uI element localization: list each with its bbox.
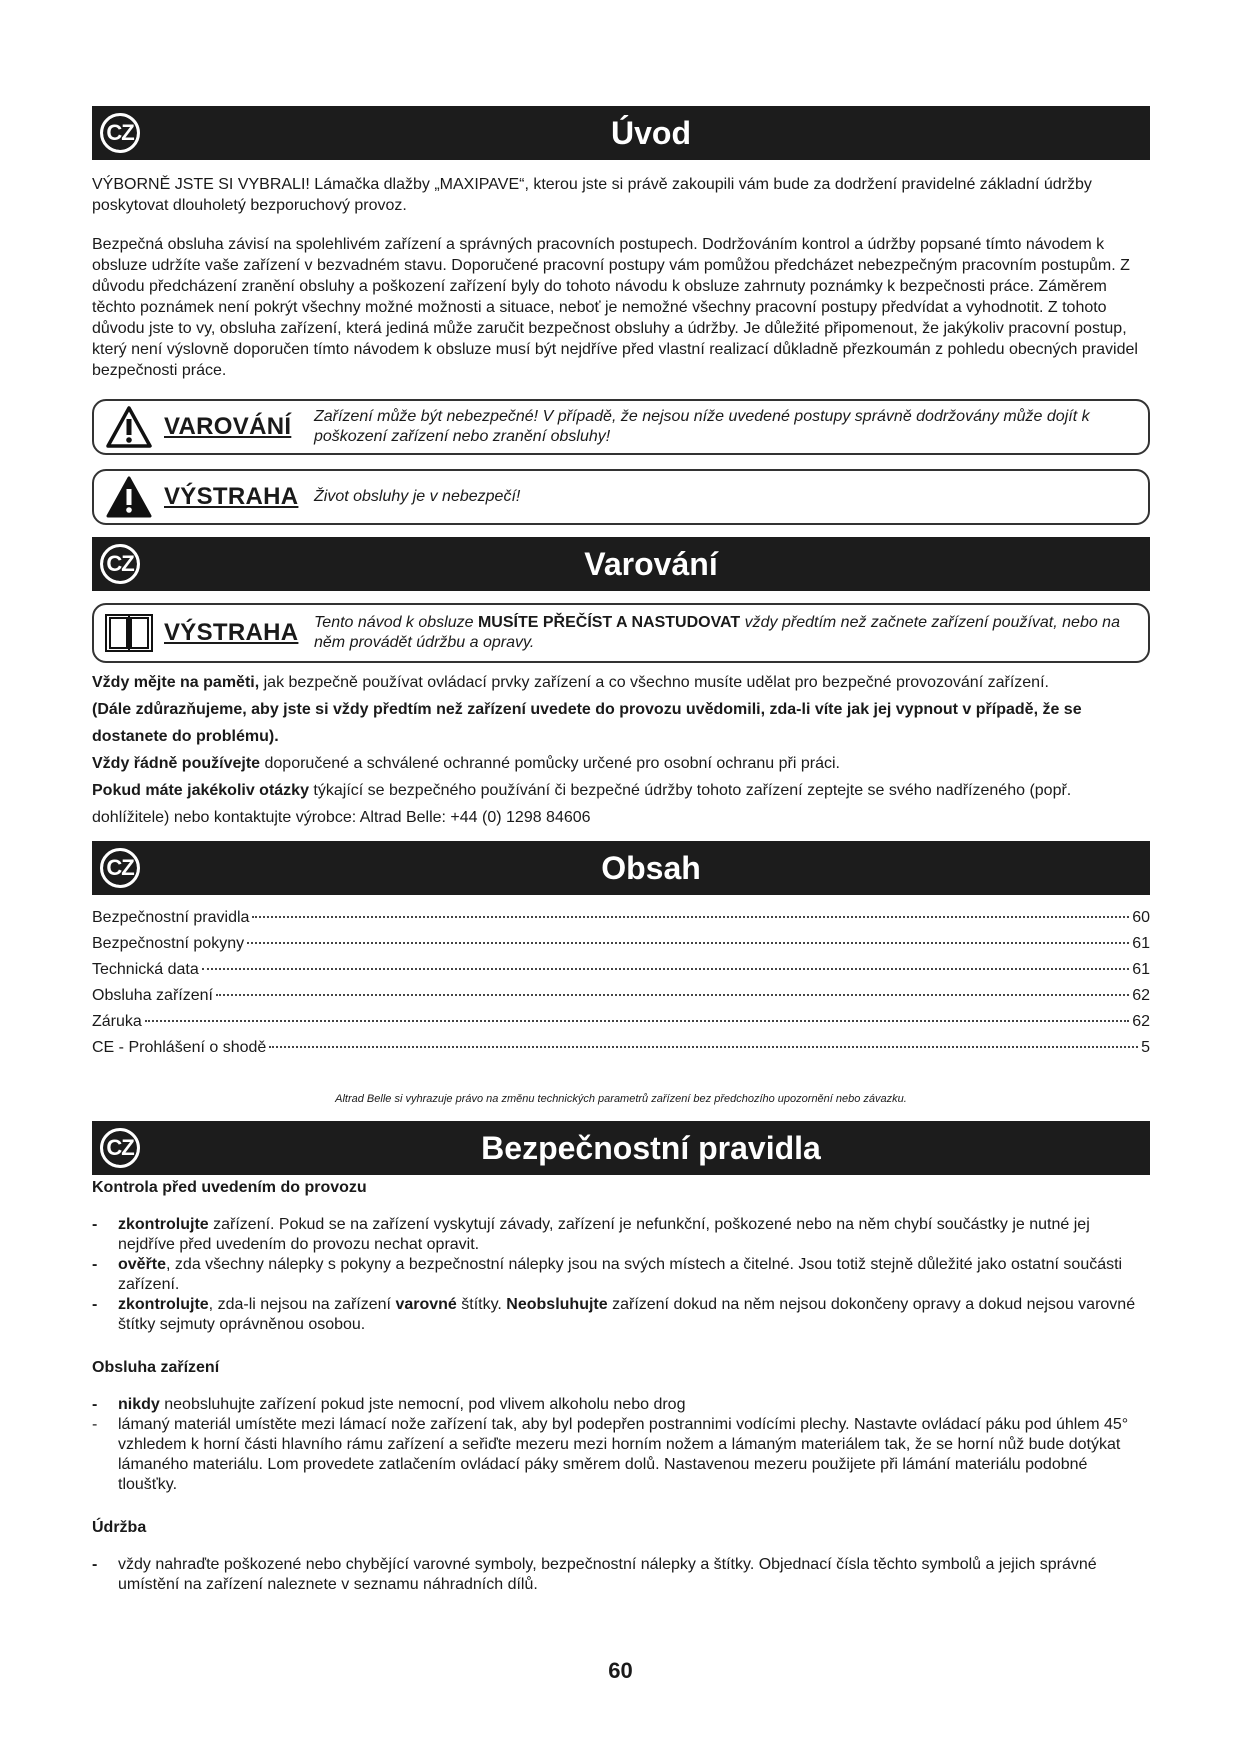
list-item: - ověřte, zda všechny nálepky s pokyny a bezpečnostní nálepky jsou na svých místech a čitelné. Jsou totiž stejně důležité jako ostatní součásti zařízení. [92,1256,1123,1293]
reminder-4: Pokud máte jakékoliv otázky týkající se bezpečného používání či bezpečné údržby tohoto zařízení zeptejte se svého nadřízeného (popř. dohlížitele) nebo kontaktujte výrobce: Altrad Belle: +44 (0) 1298 84606 [92,782,1072,826]
warning-text: Život obsluhy je v nebezpečí! [314,488,521,505]
warning-box-vystraha [92,469,1150,525]
warning-box-manual [92,603,1150,663]
intro-paragraph-1: VÝBORNĚ JSTE SI VYBRALI! Lámačka dlažby „MAXIPAVE“, kterou jste si právě zakoupili vám bude za dodržení pravidelné základní údržby poskytovat dlouholetý bezporuchový provoz. [92,176,1092,214]
cz-badge: CZ [100,544,140,584]
warning-text: Zařízení může být nebezpečné! V případě, že nejsou níže uvedené postupy správně dodržovány může dojít k poškození zařízení nebo zranění obsluhy! [314,408,1090,445]
warning-box-varovani [92,399,1150,455]
toc-item[interactable]: Technická data 61 [92,961,1150,978]
section-header-varovani [92,537,1150,591]
section-title: Varování [584,546,718,582]
subheading-udrzba: Údržba [92,1519,147,1536]
section-header-obsah [92,841,1150,895]
section-header-uvod [92,106,1150,160]
warning-text: Tento návod k obsluze MUSÍTE PŘEČÍST A NASTUDOVAT vždy předtím než začnete zařízení používat, nebo na něm provádět údržbu a opravy. [314,614,1120,651]
section-title: Úvod [611,115,691,151]
safety-reminders [92,669,1150,831]
disclaimer: Altrad Belle si vyhrazuje právo na změnu technických parametrů zařízení bez předchozího upozornění nebo závazku. [335,1093,907,1105]
list-item: - zkontrolujte zařízení. Pokud se na zařízení vyskytují závady, zařízení je nefunkční, poškozené nebo na něm chybí součástky je nutné jej nejdříve před uvedením do provozu nechat opravit. [92,1216,1090,1253]
warning-label: VÝSTRAHA [164,619,299,646]
cz-badge: CZ [100,848,140,888]
page-number: 60 [608,1658,633,1683]
toc-item[interactable]: CE - Prohlášení o shodě 5 [92,1039,1150,1056]
reminder-1: Vždy mějte na paměti, jak bezpečně používat ovládací prvky zařízení a co všechno musíte udělat pro bezpečné provozování zařízení. [92,674,1049,691]
subheading-obsluha: Obsluha zařízení [92,1359,220,1376]
table-of-contents [92,909,1150,1065]
subheading-kontrola: Kontrola před uvedením do provozu [92,1179,367,1196]
toc-item[interactable]: Obsluha zařízení 62 [92,987,1150,1004]
list-item: - lámaný materiál umístěte mezi lámací nože zařízení tak, aby byl podepřen postrannimi vodícími plechy. Nastavte ovládací páku pod úhlem 45° vzhledem k horní části hlavního rámu zařízení a seřiďte mezeru mezi horním nožem a lámaným materiálem tak, že se horní nůž bude dotýkat lámaného materiálu. Lom provedete zatlačením ovládací páky směrem dolů. Nastavenou mezeru použijete při lámání materiálu podobné tloušťky. [92,1416,1129,1493]
cz-badge: CZ [100,113,140,153]
cz-badge: CZ [100,1128,140,1168]
list-item: - zkontrolujte, zda-li nejsou na zařízení varovné štítky. Neobsluhujte zařízení dokud na něm nejsou dokončeny opravy a dokud nejsou varovné štítky sejmuty oprávněnou osobou. [92,1296,1136,1333]
reminder-3: Vždy řádně používejte doporučené a schválené ochranné pomůcky určené pro osobní ochranu při práci. [92,755,840,772]
list-item: - nikdy neobsluhujte zařízení pokud jste nemocní, pod vlivem alkoholu nebo drog [92,1396,686,1413]
toc-item[interactable]: Bezpečnostní pravidla 60 [92,909,1150,926]
intro-paragraph-2: Bezpečná obsluha závisí na spolehlivém zařízení a správných pracovních postupech. Dodržováním kontrol a údržby popsané tímto návodem k obsluze udržíte vaše zařízení v bezvadném stavu. Doporučené pracovní postupy vám pomůžou předcházet nebezpečným pracovním postupům. Z důvodu předcházení zranění obsluhy a poškození zařízení byly do tohoto návodu k obsluze zahrnuty poznámky k bezpečnosti práce. Záměrem těchto poznámek není pokrýt všechny možné možnosti a situace, neboť je nemožné všechny pracovní postupy předvídat a vyhodnotit. Z tohoto důvodu jste to vy, obsluha zařízení, která jediná může zaručit bezpečnost obsluhy a údržby. Je důležité připomenout, že jakýkoliv pracovní postup, který není výslovně doporučen tímto návodem k obsluze musí být nejdříve před vlastní realizací důkladně přezkoumán z pohledu obecných pravidel bezpečnosti práce. [92,236,1138,379]
section-title: Bezpečnostní pravidla [481,1130,821,1166]
section-header-pravidla [92,1121,1150,1175]
manual-book-icon [94,612,164,654]
warning-triangle-outline-icon [94,405,164,449]
warning-label: VAROVÁNÍ [164,413,292,440]
toc-item[interactable]: Bezpečnostní pokyny 61 [92,935,1150,952]
list-item: - vždy nahraďte poškozené nebo chybějící varovné symboly, bezpečnostní nálepky a štítky. Objednací čísla těchto symbolů a jejich správné umístění na zařízení naleznete v seznamu náhradních dílů. [92,1556,1097,1593]
warning-label: VÝSTRAHA [164,483,299,510]
section-title: Obsah [601,850,701,886]
reminder-2: (Dále zdůrazňujeme, aby jste si vždy předtím než zařízení uvedete do provozu uvědomili, zda-li víte jak jej vypnout v případě, že se dostanete do problému). [92,701,1082,745]
manual-page [92,106,1150,1595]
warning-triangle-filled-icon [94,475,164,519]
toc-item[interactable]: Záruka 62 [92,1013,1150,1030]
